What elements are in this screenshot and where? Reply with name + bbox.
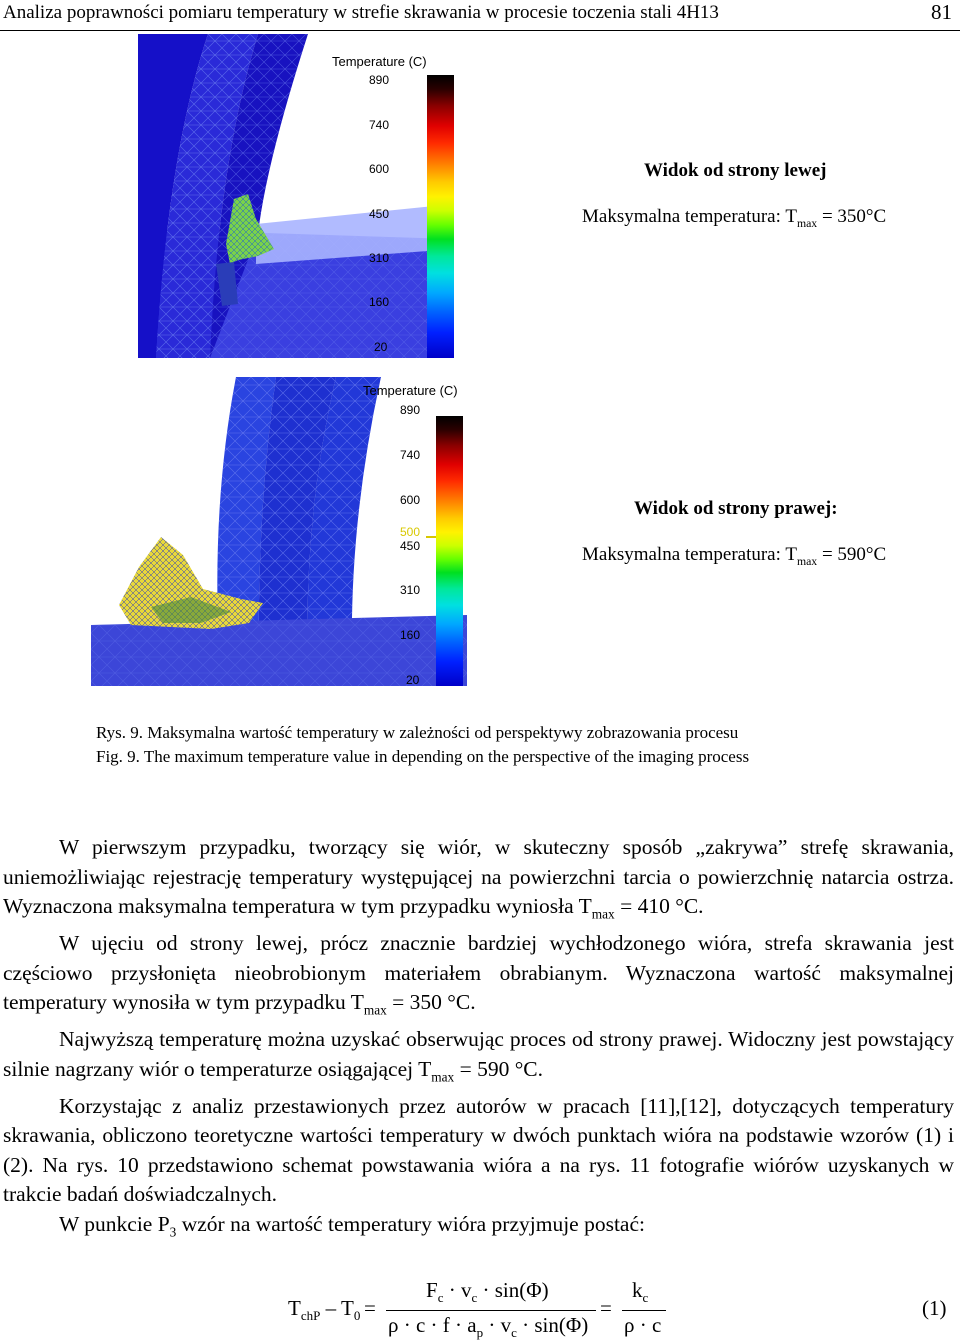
fraction-1-bar — [386, 1310, 596, 1311]
fraction-2-numerator: $k_c$ — [632, 1278, 649, 1306]
upper-tick: 600 — [369, 162, 390, 176]
paragraph: W ujęciu od strony lewej, prócz znacznie bardziej wychłodzonego wióra, strefa skrawania jest częściowo przysłonięta nieobrobionym materiałem obrabianym. Wyznaczona wartość maksymalnej temperatury wynosiła w tym przypadku $T_{max} = 350$ °C. — [3, 931, 954, 1018]
lower-tick: 600 — [400, 493, 421, 507]
equation-lhs: $T_{chP} - T_0$ — [288, 1296, 361, 1324]
lower-color-bar — [436, 416, 463, 686]
equation-number: (1) — [922, 1296, 947, 1320]
paragraph: W pierwszym przypadku, tworzący się wiór, w skuteczny sposób „zakrywa” strefę skrawania, uniemożliwiając rejestrację temperatury występującej na powierzchni tarcia o powierzchnię natarcia ostrza. Wyznaczona maksymalna temperatura w tym przypadku wyniosła $T_{max} = 410$ °C. — [3, 835, 954, 922]
paragraph: Najwyższą temperaturę można uzyskać obserwując proces od strony prawej. Widoczny jest powstający silnie nagrzany wiór o temperaturze osiągającej $T_{max} = 590$ °C. — [3, 1027, 954, 1085]
upper-tick: 20 — [374, 340, 388, 354]
fraction-1-numerator: $F_c \cdot v_c \cdot \sin(\Phi)$ — [426, 1278, 549, 1306]
fraction-1-denominator: $\rho \cdot c \cdot f \cdot a_p \cdot v_c \cdot \sin(\Phi)$ — [388, 1313, 589, 1341]
upper-tick: 890 — [369, 73, 390, 87]
header-title: Analiza poprawności pomiaru temperatury w strefie skrawania w procesie toczenia stali 4H13 — [3, 2, 719, 23]
caption-english: Fig. 9. The maximum temperature value in depending on the perspective of the imaging process — [96, 747, 750, 766]
lower-scale-marker-line — [426, 536, 436, 538]
fraction-2-denominator: ρ · c — [624, 1313, 662, 1337]
lower-tick: 310 — [400, 583, 421, 597]
paragraph: W punkcie $P_3$ wzór na wartość temperatury wióra przyjmuje postać: — [59, 1212, 645, 1240]
upper-tick: 160 — [369, 295, 390, 309]
upper-color-bar — [427, 75, 454, 358]
running-header — [0, 0, 960, 31]
lower-scale-title: Temperature (C) — [363, 383, 458, 398]
equals-sign: = — [364, 1296, 376, 1320]
lower-tick: 20 — [406, 673, 420, 687]
lower-tick: 740 — [400, 448, 421, 462]
upper-tick: 740 — [369, 118, 390, 132]
body-text — [3, 833, 954, 1247]
caption-polish: Rys. 9. Maksymalna wartość temperatury w zależności od perspektywy zobrazowania procesu — [96, 723, 739, 742]
upper-scale-title: Temperature (C) — [332, 54, 427, 69]
lower-tick: 890 — [400, 403, 421, 417]
left-view-max-temp: Maksymalna temperatura: $T_{max} = 350^\circ C$ — [582, 206, 887, 230]
lower-tick: 160 — [400, 628, 421, 642]
right-view-max-temp: Maksymalna temperatura: $T_{max} = 590^\circ C$ — [582, 544, 887, 568]
right-view-label: Widok od strony prawej: — [634, 498, 838, 519]
fraction-2-bar — [622, 1310, 666, 1311]
upper-tick: 310 — [369, 251, 390, 265]
left-view-label: Widok od strony lewej — [644, 160, 827, 181]
upper-simulation-image — [138, 34, 454, 358]
page-number: 81 — [931, 0, 952, 24]
upper-tick: 450 — [369, 207, 390, 221]
left-view-mesh-render — [138, 34, 454, 358]
lower-tick-marker: 500 — [400, 525, 421, 539]
paragraph: Korzystając z analiz przestawionych przez autorów w pracach [11],[12], dotyczących temperatury skrawania, obliczono teoretyczne wartości temperatury w dwóch punktach wióra na podstawie wzorów (1) i (2). Na rys. 10 przedstawiono schemat powstawania wióra a na rys. 11 fotografie wiórów uzyskanych w trakcie badań doświadczalnych. — [3, 1093, 954, 1207]
equals-sign: = — [600, 1296, 612, 1320]
lower-tick: 450 — [400, 539, 421, 553]
